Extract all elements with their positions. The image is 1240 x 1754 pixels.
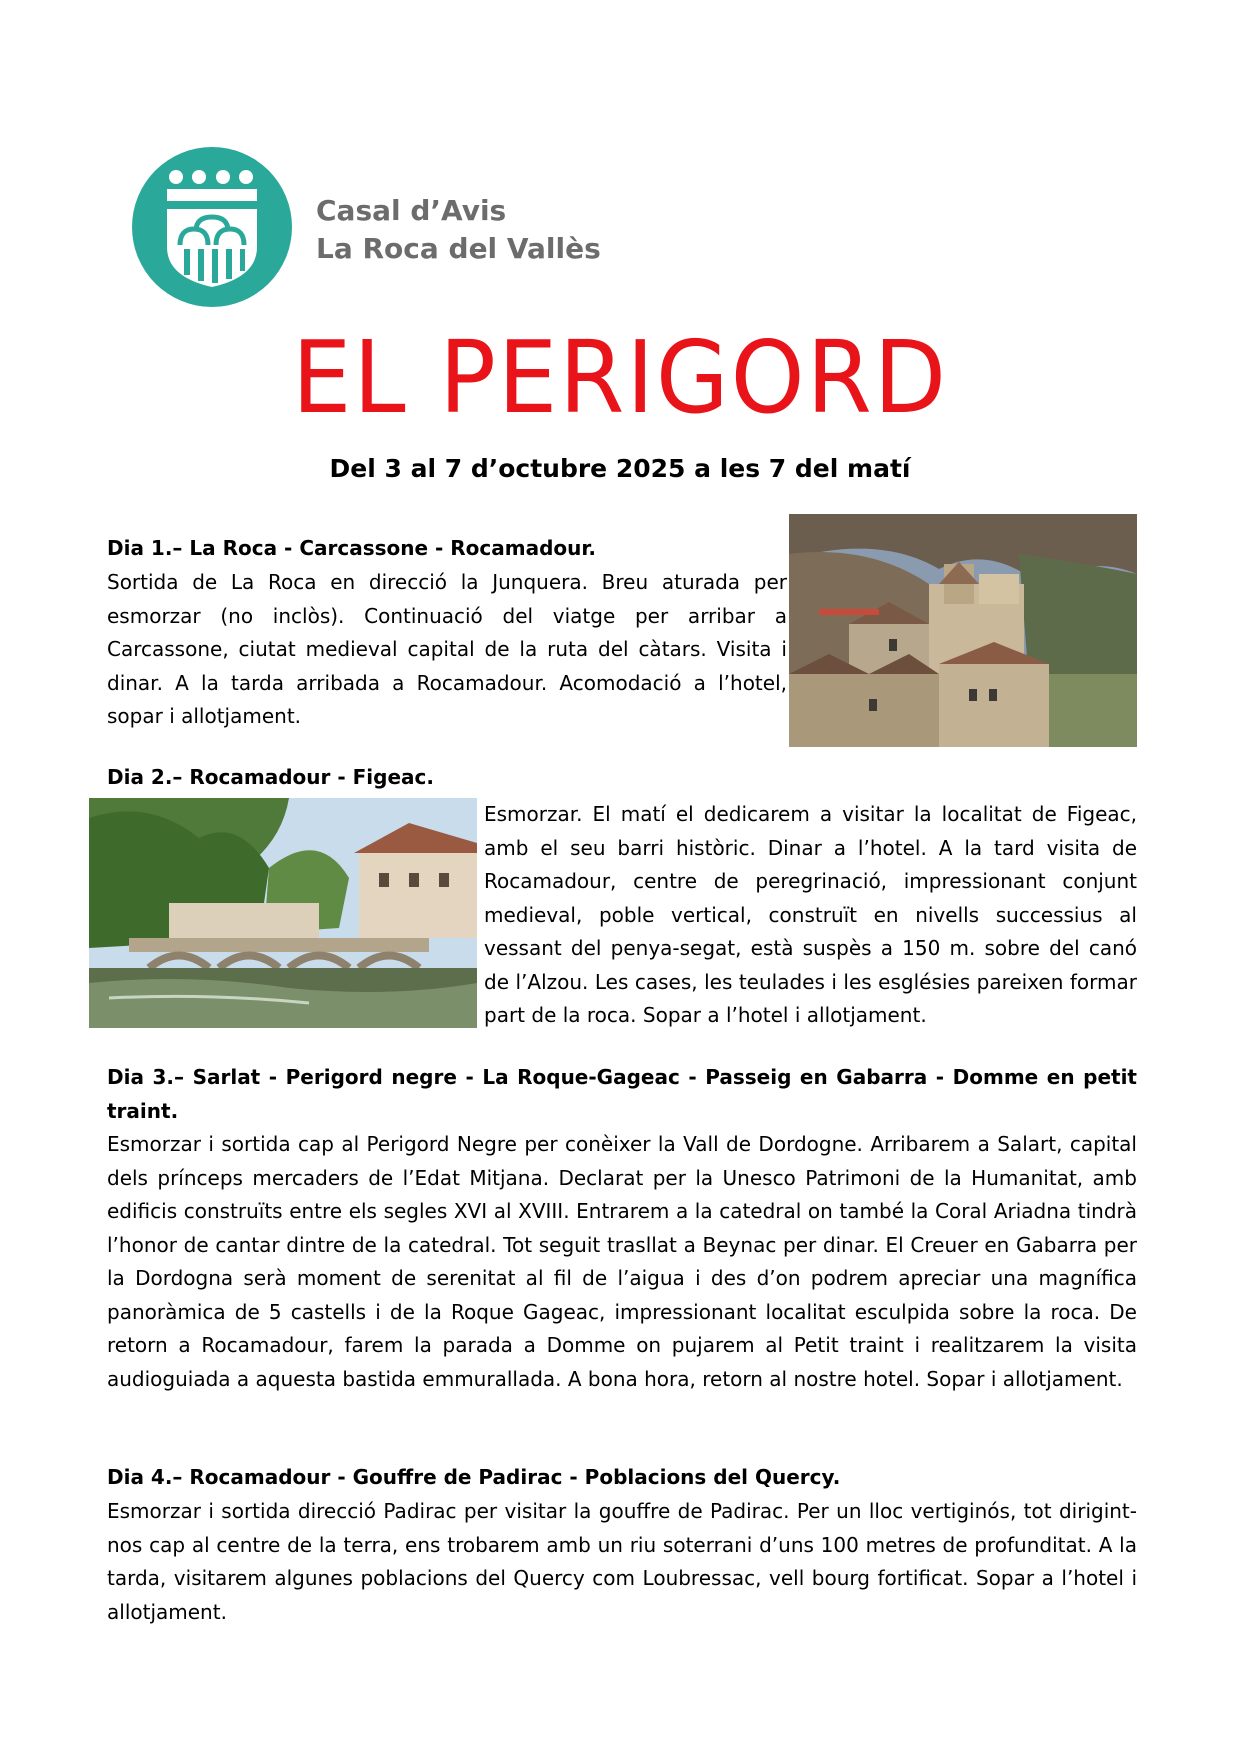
day-2-heading: Dia 2.– Rocamadour - Figeac.	[107, 765, 434, 789]
organization-logo	[132, 147, 292, 307]
organization-name	[316, 192, 601, 268]
day-1-heading: Dia 1.– La Roca - Carcassone - Rocamadour.	[107, 536, 597, 560]
trip-dates: Del 3 al 7 d’octubre 2025 a les 7 del matí	[329, 454, 911, 483]
organization-name-line2: La Roca del Vallès	[316, 232, 601, 265]
day-3-text: Esmorzar i sortida cap al Perigord Negre per conèixer la Vall de Dordogne. Arribarem a Salart, capital dels prínceps mercaders de l’Edat Mitjana. Declarat per la Unesco Patrimoni de la Humanitat, amb edificis construïts entre els segles XVI al XVIII. Entrarem a la catedral on també la Coral Ariadna tindrà l’honor de cantar dintre de la catedral. Tot seguit trasllat a Beynac per dinar. El Creuer en Gabarra per la Dordogna serà moment de serenitat al fil de l’aigua i des d’on podrem apreciar una magnífica panoràmica de 5 castells i de la Roque Gageac, impressionant localitat esculpida sobre la roca. De retorn a Rocamadour, farem la parada a Domme on pujarem al Petit traint i realitzarem la visita audioguiada a aquesta bastida emmurallada. A bona hora, retorn al nostre hotel. Sopar i allotjament.	[107, 1132, 1137, 1391]
day-3-heading: Dia 3.– Sarlat - Perigord negre - La Roque-Gageac - Passeig en Gabarra - Domme en petit traint.	[107, 1065, 1137, 1123]
rocamadour-photo	[789, 514, 1137, 747]
figeac-photo	[89, 798, 477, 1028]
day-4-text: Esmorzar i sortida direcció Padirac per visitar la gouffre de Padirac. Per un lloc vertiginós, tot dirigint-nos cap al centre de la terra, ens trobarem amb un riu soterrani d’uns 100 metres de profunditat. A la tarda, visitarem algunes poblacions del Quercy com Loubressac, vell bourg fortificat. Sopar a l’hotel i allotjament.	[107, 1499, 1137, 1624]
day-4-heading: Dia 4.– Rocamadour - Gouffre de Padirac - Poblacions del Quercy.	[107, 1465, 841, 1489]
day-2-text: Esmorzar. El matí el dedicarem a visitar la localitat de Figeac, amb el seu barri històric. Dinar a l’hotel. A la tard visita de Rocamadour, centre de peregrinació, impressionant conjunt medieval, poble vertical, construït en nivells successius al vessant del penya-segat, està suspès a 150 m. sobre del canó de l’Alzou. Les cases, les teulades i les esglésies pareixen formar part de la roca. Sopar a l’hotel i allotjament.	[484, 802, 1137, 1027]
day-1-text: Sortida de La Roca en direcció la Junquera. Breu aturada per esmorzar (no inclòs). Continuació del viatge per arribar a Carcassone, ciutat medieval capital de la ruta del càtars. Visita i dinar. A la tarda arribada a Rocamadour. Acomodació a l’hotel, sopar i allotjament.	[107, 570, 787, 728]
organization-name-line1: Casal d’Avis	[316, 194, 507, 227]
page-title: EL PERIGORD	[292, 319, 948, 436]
